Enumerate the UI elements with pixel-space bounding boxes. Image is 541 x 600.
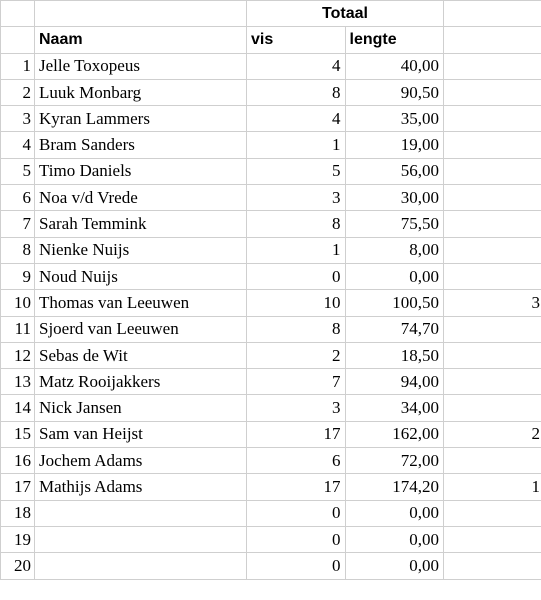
table-row (1, 526, 541, 552)
vis-cell[interactable]: 8 (247, 211, 346, 237)
row-index-cell[interactable]: 6 (1, 185, 35, 211)
lengte-cell[interactable]: 8,00 (345, 237, 444, 263)
row-index-cell[interactable]: 5 (1, 158, 35, 184)
row-index-cell[interactable]: 10 (1, 290, 35, 316)
name-cell[interactable]: Luuk Monbarg (35, 79, 247, 105)
row-index-cell[interactable]: 16 (1, 448, 35, 474)
group-header-row (1, 1, 541, 27)
table-row (1, 342, 541, 368)
vis-cell[interactable]: 17 (247, 474, 346, 500)
extra-cell[interactable] (444, 316, 541, 342)
spreadsheet-body (1, 1, 541, 580)
name-cell[interactable]: Sjoerd van Leeuwen (35, 316, 247, 342)
cell-empty[interactable] (444, 27, 541, 53)
header-naam[interactable]: Naam (35, 27, 247, 53)
table-row (1, 316, 541, 342)
row-index-cell[interactable]: 17 (1, 474, 35, 500)
vis-cell[interactable]: 1 (247, 132, 346, 158)
row-index-cell[interactable]: 20 (1, 553, 35, 579)
lengte-cell[interactable]: 40,00 (345, 53, 444, 79)
header-lengte[interactable]: lengte (345, 27, 444, 53)
row-index-cell[interactable]: 8 (1, 237, 35, 263)
vis-cell[interactable]: 4 (247, 53, 346, 79)
vis-cell[interactable]: 4 (247, 106, 346, 132)
row-index-cell[interactable]: 18 (1, 500, 35, 526)
cell-empty[interactable] (444, 1, 541, 27)
lengte-cell[interactable]: 0,00 (345, 526, 444, 552)
extra-cell[interactable]: 2 (444, 421, 541, 447)
table-row (1, 79, 541, 105)
lengte-cell[interactable]: 90,50 (345, 79, 444, 105)
lengte-cell[interactable]: 56,00 (345, 158, 444, 184)
table-row (1, 474, 541, 500)
vis-cell[interactable]: 7 (247, 369, 346, 395)
lengte-cell[interactable]: 94,00 (345, 369, 444, 395)
extra-cell[interactable] (444, 158, 541, 184)
name-cell[interactable]: Jochem Adams (35, 448, 247, 474)
table-row (1, 290, 541, 316)
lengte-cell[interactable]: 162,00 (345, 421, 444, 447)
cell-empty[interactable] (1, 27, 35, 53)
table-row (1, 369, 541, 395)
lengte-cell[interactable]: 0,00 (345, 500, 444, 526)
extra-cell[interactable] (444, 79, 541, 105)
row-index-cell[interactable]: 19 (1, 526, 35, 552)
name-cell[interactable]: Sebas de Wit (35, 342, 247, 368)
column-header-row (1, 27, 541, 53)
name-cell[interactable]: Noud Nuijs (35, 263, 247, 289)
extra-cell[interactable]: 1 (444, 474, 541, 500)
name-cell[interactable]: Nienke Nuijs (35, 237, 247, 263)
lengte-cell[interactable]: 18,50 (345, 342, 444, 368)
cell-empty[interactable] (35, 1, 247, 27)
name-cell[interactable]: Nick Jansen (35, 395, 247, 421)
table-row (1, 158, 541, 184)
vis-cell[interactable]: 1 (247, 237, 346, 263)
lengte-cell[interactable]: 75,50 (345, 211, 444, 237)
vis-cell[interactable]: 10 (247, 290, 346, 316)
extra-cell[interactable] (444, 132, 541, 158)
name-cell[interactable]: Sam van Heijst (35, 421, 247, 447)
row-index-cell[interactable]: 3 (1, 106, 35, 132)
extra-cell[interactable] (444, 342, 541, 368)
lengte-cell[interactable]: 174,20 (345, 474, 444, 500)
lengte-cell[interactable]: 0,00 (345, 263, 444, 289)
vis-cell[interactable]: 17 (247, 421, 346, 447)
name-cell[interactable]: Thomas van Leeuwen (35, 290, 247, 316)
extra-cell[interactable]: 3 (444, 290, 541, 316)
extra-cell[interactable] (444, 553, 541, 579)
extra-cell[interactable] (444, 211, 541, 237)
extra-cell[interactable] (444, 448, 541, 474)
vis-cell[interactable]: 3 (247, 395, 346, 421)
table-row (1, 553, 541, 579)
vis-cell[interactable]: 3 (247, 185, 346, 211)
lengte-cell[interactable]: 100,50 (345, 290, 444, 316)
vis-cell[interactable]: 6 (247, 448, 346, 474)
lengte-cell[interactable]: 35,00 (345, 106, 444, 132)
vis-cell[interactable]: 2 (247, 342, 346, 368)
header-vis[interactable]: vis (247, 27, 346, 53)
extra-cell[interactable] (444, 395, 541, 421)
extra-cell[interactable] (444, 106, 541, 132)
lengte-cell[interactable]: 34,00 (345, 395, 444, 421)
table-row (1, 185, 541, 211)
extra-cell[interactable] (444, 263, 541, 289)
vis-cell[interactable]: 0 (247, 553, 346, 579)
row-index-cell[interactable]: 4 (1, 132, 35, 158)
cell-corner[interactable] (1, 1, 35, 27)
extra-cell[interactable] (444, 526, 541, 552)
vis-cell[interactable]: 5 (247, 158, 346, 184)
table-row (1, 237, 541, 263)
extra-cell[interactable] (444, 185, 541, 211)
row-index-cell[interactable]: 7 (1, 211, 35, 237)
vis-cell[interactable]: 0 (247, 500, 346, 526)
extra-cell[interactable] (444, 500, 541, 526)
name-cell[interactable] (35, 553, 247, 579)
name-cell[interactable]: Matz Rooijakkers (35, 369, 247, 395)
table-row (1, 106, 541, 132)
name-cell[interactable]: Bram Sanders (35, 132, 247, 158)
row-index-cell[interactable]: 12 (1, 342, 35, 368)
extra-cell[interactable] (444, 237, 541, 263)
lengte-cell[interactable]: 30,00 (345, 185, 444, 211)
table-row (1, 53, 541, 79)
table-row (1, 500, 541, 526)
group-title-totaal[interactable]: Totaal (247, 1, 444, 27)
table-row (1, 421, 541, 447)
vis-cell[interactable]: 8 (247, 316, 346, 342)
vis-cell[interactable]: 0 (247, 263, 346, 289)
vis-cell[interactable]: 0 (247, 526, 346, 552)
lengte-cell[interactable]: 19,00 (345, 132, 444, 158)
lengte-cell[interactable]: 72,00 (345, 448, 444, 474)
name-cell[interactable] (35, 526, 247, 552)
table-row (1, 132, 541, 158)
table-row (1, 395, 541, 421)
extra-cell[interactable] (444, 369, 541, 395)
name-cell[interactable]: Timo Daniels (35, 158, 247, 184)
name-cell[interactable]: Sarah Temmink (35, 211, 247, 237)
lengte-cell[interactable]: 0,00 (345, 553, 444, 579)
extra-cell[interactable] (444, 53, 541, 79)
name-cell[interactable]: Mathijs Adams (35, 474, 247, 500)
row-index-cell[interactable]: 13 (1, 369, 35, 395)
row-index-cell[interactable]: 2 (1, 79, 35, 105)
vis-cell[interactable]: 8 (247, 79, 346, 105)
row-index-cell[interactable]: 11 (1, 316, 35, 342)
lengte-cell[interactable]: 74,70 (345, 316, 444, 342)
row-index-cell[interactable]: 15 (1, 421, 35, 447)
name-cell[interactable]: Kyran Lammers (35, 106, 247, 132)
table-row (1, 448, 541, 474)
name-cell[interactable] (35, 500, 247, 526)
row-index-cell[interactable]: 1 (1, 53, 35, 79)
row-index-cell[interactable]: 14 (1, 395, 35, 421)
table-row (1, 263, 541, 289)
name-cell[interactable]: Jelle Toxopeus (35, 53, 247, 79)
table-row (1, 211, 541, 237)
name-cell[interactable]: Noa v/d Vrede (35, 185, 247, 211)
row-index-cell[interactable]: 9 (1, 263, 35, 289)
